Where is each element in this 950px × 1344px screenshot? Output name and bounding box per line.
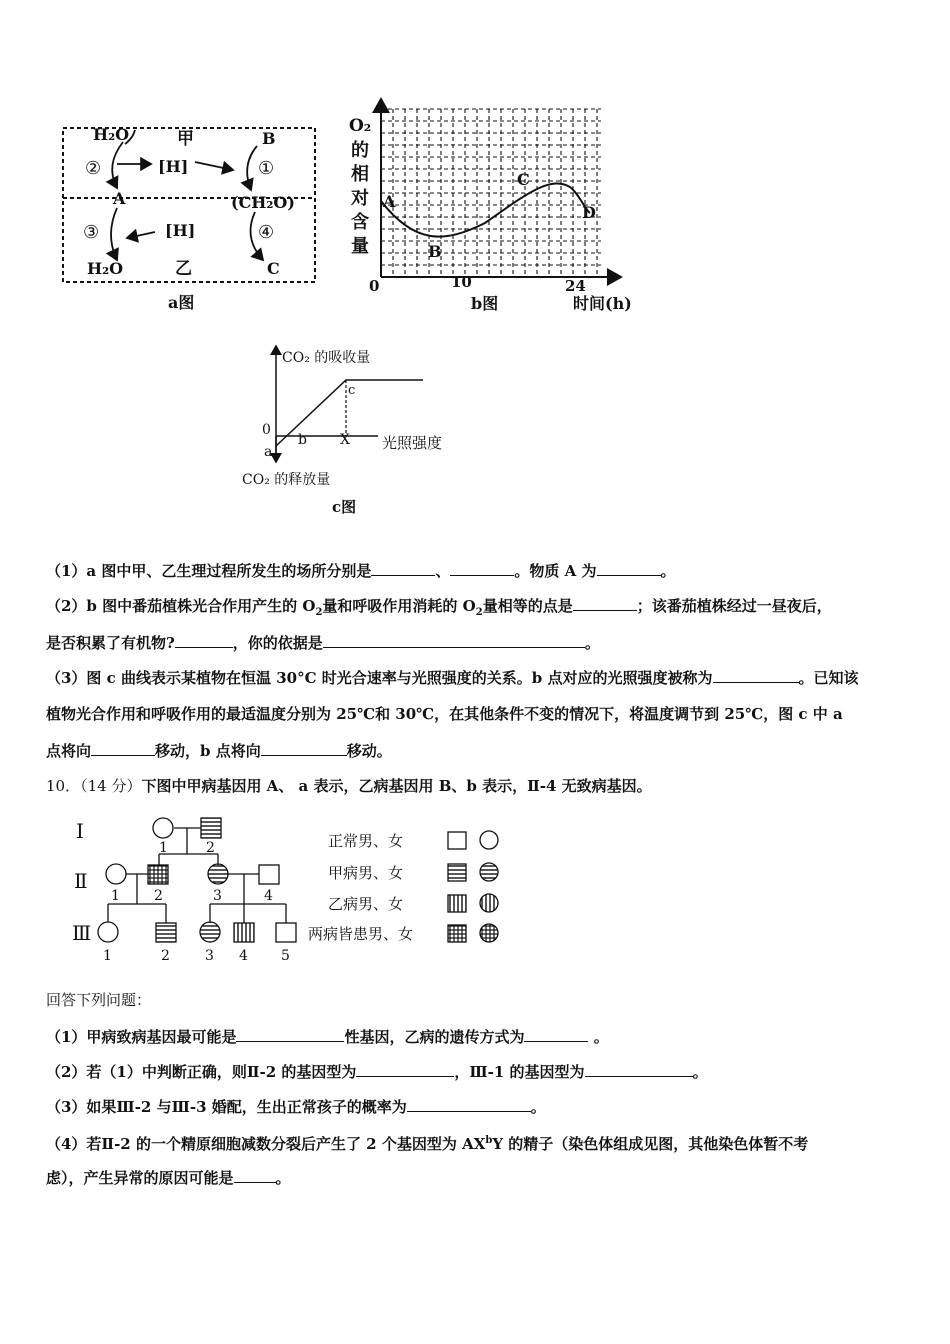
figure-a [55, 120, 325, 320]
legend-both-label: 两病皆患男、女 [308, 925, 414, 943]
q9-part3-line1: （3）图 c 曲线表示某植物在恒温 30°C 时光合速率与光照强度的关系。b 点对应的光照强度被称为 。已知该 [46, 669, 859, 687]
q9-part2-line1: （2）b 图中番茄植株光合作用产生的 $O_2$量和呼吸作用消耗的 $O_2$量相等的点是 ；该番茄植株经过一昼夜后， [46, 597, 832, 618]
answer-blank[interactable] [524, 1026, 588, 1042]
legend-disease-a-female [480, 863, 498, 881]
gen1-num-1: 1 [159, 840, 168, 856]
fig-c-caption: c图 [332, 498, 357, 516]
answer-blank[interactable] [713, 667, 799, 683]
legend-normal-label: 正常男、女 [328, 832, 404, 850]
q10-part4-line1: （4）若Ⅱ-2 的一个精原细胞减数分裂后产生了 2 个基因型为 $AX^bY$ 的精子（染色体组成见图，其他染色体暂不考 [46, 1135, 809, 1153]
gen3-male-4-disease-b [234, 923, 254, 942]
gen1-female-normal [153, 818, 173, 838]
gen3-male-5-normal [276, 923, 296, 942]
fig-a-h2o-top: H₂O [93, 125, 130, 144]
gen2-num-3: 3 [213, 888, 222, 904]
gen2-num-1: 1 [111, 888, 120, 904]
figure-b [345, 95, 655, 320]
answer-blank[interactable] [323, 632, 585, 648]
q10-part4-line2: 虑），产生异常的原因可能是 。 [46, 1169, 291, 1187]
fig-a-circ2: ② [85, 158, 102, 179]
fig-a-b: B [262, 129, 276, 148]
legend-both-female [480, 924, 498, 942]
fig-b-ylabel-3: 对 [351, 188, 369, 209]
fig-b-grid [381, 109, 601, 277]
fig-a-circ3: ③ [83, 222, 100, 243]
fig-a-caption: a图 [168, 293, 195, 312]
answer-blank[interactable] [261, 740, 347, 756]
pedigree-chart [60, 808, 510, 968]
answer-blank[interactable] [236, 1026, 344, 1042]
legend-disease-b-label: 乙病男、女 [328, 895, 404, 913]
arrow-h-to-ch2o [195, 162, 233, 170]
answer-blank[interactable] [371, 560, 435, 576]
fig-a-c: C [267, 259, 280, 278]
fig-b-tick-10: 10 [451, 273, 472, 291]
fig-a-jia: 甲 [177, 129, 194, 149]
gen1-male-disease-a [201, 818, 221, 838]
legend-both-male [448, 925, 466, 942]
fig-a-ch2o: (CH₂O) [231, 193, 295, 212]
gen3-num-4: 4 [239, 948, 248, 964]
gen2-male-2-both [148, 865, 168, 884]
gen-label-1: Ⅰ [76, 819, 84, 843]
fig-b-ylabel-1: 的 [351, 140, 369, 161]
gen3-num-1: 1 [103, 948, 112, 964]
q10-part1: （1）甲病致病基因最可能是 性基因，乙病的遗传方式为 。 [46, 1028, 609, 1046]
legend-normal-female [480, 831, 498, 849]
q10-prompt: 回答下列问题： [46, 991, 152, 1009]
figure-c [238, 340, 468, 520]
answer-blank[interactable] [407, 1096, 531, 1112]
gen3-num-3: 3 [205, 948, 214, 964]
arrow-b-to-ch2o [247, 146, 257, 190]
fig-a-circ1: ① [258, 158, 275, 179]
gen-label-3: Ⅲ [72, 921, 92, 945]
fig-b-tick-0: 0 [369, 277, 380, 295]
gen2-female-1-normal [106, 864, 126, 884]
fig-b-point-d: D [582, 203, 596, 222]
gen1-num-2: 2 [206, 840, 215, 856]
fig-b-ylabel-0: O₂ [349, 116, 372, 136]
answer-blank[interactable] [573, 595, 637, 611]
arrow-a-to-h2o [111, 208, 117, 260]
answer-blank[interactable] [585, 1061, 693, 1077]
answer-blank[interactable] [91, 740, 155, 756]
fig-b-xlabel: 时间(h) [573, 294, 632, 313]
legend-normal-male [448, 832, 466, 849]
gen3-female-3-disease-a [200, 922, 220, 942]
fig-c-a: a [264, 444, 273, 460]
fig-b-point-a: A [383, 192, 396, 211]
gen3-female-1-normal [98, 922, 118, 942]
answer-blank[interactable] [234, 1167, 276, 1183]
fig-a-h2o-bottom: H₂O [87, 259, 124, 278]
q9-part1: （1）a 图中甲、乙生理过程所发生的场所分别是 、 。物质 A 为 。 [46, 562, 676, 580]
fig-c-x: X [340, 432, 350, 448]
arrow-h-to-h2o [127, 232, 155, 238]
q9-part3-line2: 植物光合作用和呼吸作用的最适温度分别为 25℃和 30℃，在其他条件不变的情况下，将温度调节到 25℃，图 c 中 a [46, 705, 843, 723]
gen2-female-3-disease-a [208, 864, 228, 884]
legend-disease-b-male [448, 895, 466, 912]
fig-b-ylabel-4: 含 [351, 212, 369, 233]
fig-b-caption: b图 [471, 294, 499, 313]
legend-disease-a-label: 甲病男、女 [328, 864, 404, 882]
gen2-male-4-normal [259, 865, 279, 884]
answer-blank[interactable] [175, 632, 233, 648]
q10-part3: （3）如果Ⅲ-2 与Ⅲ-3 婚配，生出正常孩子的概率为 。 [46, 1098, 546, 1116]
q9-part3-line3: 点将向 移动，b 点将向 移动。 [46, 742, 392, 760]
answer-blank[interactable] [597, 560, 661, 576]
q10-title: 10．（14 分）下图中甲病基因用 A、 a 表示，乙病基因用 B、b 表示，Ⅱ-4 无致病基因。 [46, 777, 652, 795]
gen3-num-5: 5 [281, 948, 290, 964]
fig-b-ylabel-5: 量 [351, 236, 369, 257]
fig-b-ylabel-2: 相 [351, 164, 369, 185]
fig-a-h-top: [H] [158, 157, 189, 176]
fig-c-c: c [348, 383, 356, 398]
gen2-num-4: 4 [264, 888, 273, 904]
q10-part2: （2）若（1）中判断正确，则Ⅱ-2 的基因型为 ，Ⅲ-1 的基因型为 。 [46, 1063, 708, 1081]
fig-c-zero: 0 [262, 422, 271, 438]
legend-disease-a-male [448, 864, 466, 881]
gen3-male-2-disease-a [156, 923, 176, 942]
answer-blank[interactable] [356, 1061, 454, 1077]
fig-c-ylabel-top: CO₂ 的吸收量 [282, 350, 371, 366]
arrow-a-h2o-to-a [112, 142, 123, 188]
gen-label-2: Ⅱ [74, 869, 88, 893]
fig-c-xlabel: 光照强度 [382, 434, 443, 452]
fig-c-b: b [298, 432, 307, 448]
fig-b-point-c: C [517, 170, 530, 189]
fig-b-point-b: B [428, 242, 442, 261]
gen3-num-2: 2 [161, 948, 170, 964]
fig-a-a: A [113, 189, 126, 208]
fig-c-ylabel-bottom: CO₂ 的释放量 [242, 472, 331, 488]
fig-b-ylabel [349, 116, 371, 257]
fig-a-yi: 乙 [175, 259, 192, 279]
legend-disease-b-female [480, 894, 498, 912]
fig-b-tick-24: 24 [565, 277, 586, 295]
gen2-num-2: 2 [154, 888, 163, 904]
q9-part2-line2: 是否积累了有机物? ，你的依据是 。 [46, 634, 600, 652]
fig-a-circ4: ④ [258, 222, 275, 243]
answer-blank[interactable] [450, 560, 514, 576]
fig-a-h-bottom: [H] [165, 221, 196, 240]
